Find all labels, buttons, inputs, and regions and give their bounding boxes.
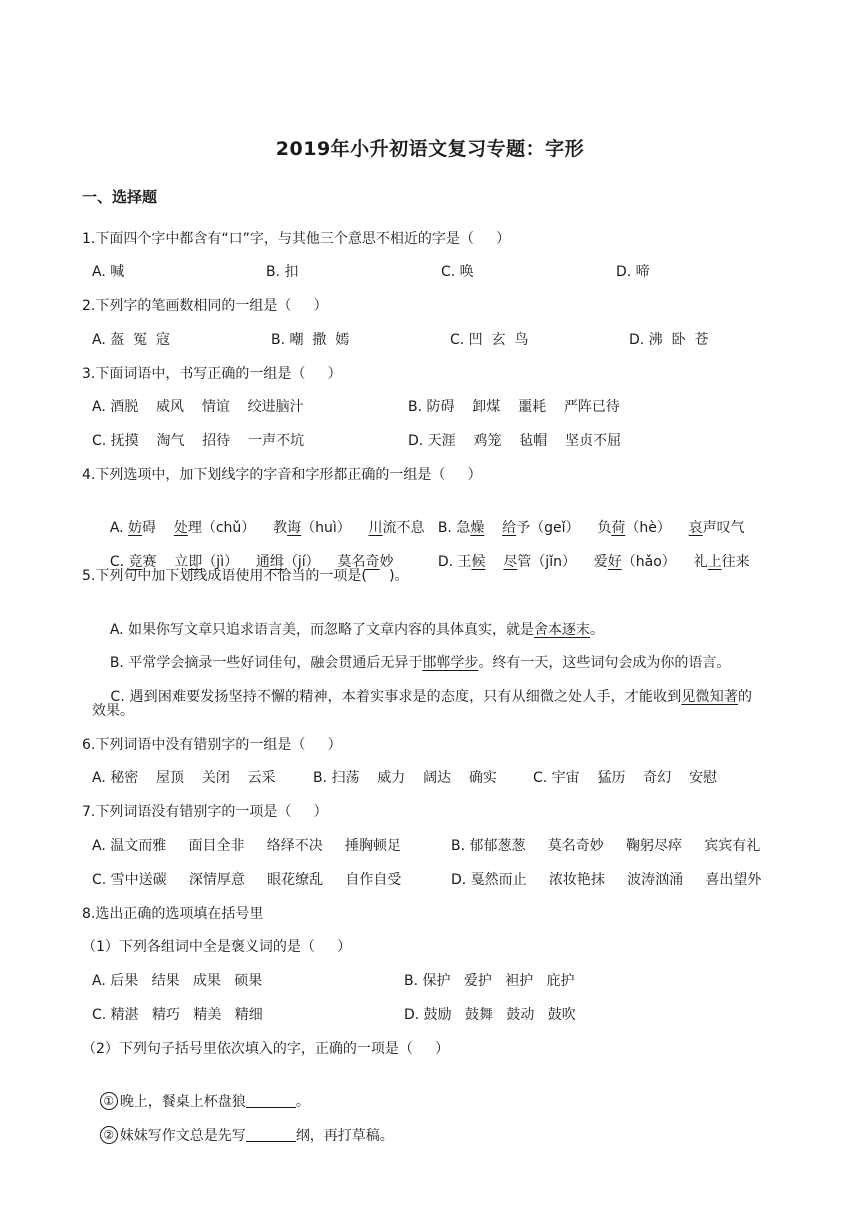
q4d-text-5: 往来 (721, 554, 750, 570)
q4d-underlined-4: 上 (707, 554, 722, 570)
question-6-stem: 6.下列词语中没有错别字的一组是（ ） (82, 737, 342, 753)
q4b-underlined-4: 哀 (688, 520, 703, 536)
q4a-text-3: 理（chǔ） 教 (187, 520, 288, 536)
q4-option-d (420, 532, 750, 592)
q4d-text-4: （hǎo） 礼 (621, 554, 708, 570)
q4c-text-3: （jì） 通 (202, 554, 270, 570)
q8-1-option-c: C. 精湛 精巧 精美 精细 (92, 1007, 263, 1023)
q4b-underlined-3: 荷 (611, 520, 626, 536)
q7-option-c: C. 雪中送碳 深情厚意 眼花缭乱 自作自受 (92, 872, 402, 888)
q5b-text: B. 平常学会摘录一些好词佳句，融会贯通后无异于 (109, 655, 423, 671)
question-4-stem: 4.下列选项中，加下划线字的字音和字形都正确的一组是（ ） (82, 467, 482, 483)
q8-1-option-b: B. 保护 爱护 袒护 庇护 (404, 973, 575, 989)
q5-option-c-continued: 效果。 (92, 703, 134, 719)
q4b-underlined-2: 给 (502, 520, 517, 536)
q8-sentence-2-text: 妹妹写作文总是先写 (119, 1128, 246, 1144)
q8-sentence-1-end: 。 (295, 1094, 310, 1110)
q7-option-d: D. 戛然而止 浓妆艳抹 波涛汹涌 喜出望外 (451, 872, 762, 888)
q8-1-option-a: A. 后果 结果 成果 硕果 (92, 973, 263, 989)
q6-option-c: C. 宇宙 猛历 奇幻 安慰 (533, 770, 718, 786)
q1-option-c: C. 唤 (441, 264, 474, 280)
q4a-text-2: 碍 (142, 520, 174, 536)
q4a-underlined-3: 诲 (287, 520, 302, 536)
question-8-stem: 8.选出正确的选项填在括号里 (82, 906, 264, 922)
q2-option-c: C. 凹 玄 鸟 (450, 332, 529, 348)
q4c-text-5: 妙 (379, 554, 394, 570)
q4d-underlined-2: 尽 (503, 554, 518, 570)
q4c-text-1: C. (109, 554, 129, 570)
question-3-stem: 3.下面词语中，书写正确的一组是（ ） (82, 366, 342, 382)
q2-option-b: B. 嘲 撒 嫣 (271, 332, 350, 348)
q4d-text-2 (486, 554, 504, 570)
q4d-underlined-3: 好 (607, 554, 622, 570)
number-1-circle: ① (100, 1092, 118, 1110)
question-7-stem: 7.下列词语没有错别字的一项是（ ） (82, 804, 328, 820)
q3-option-a: A. 酒脱 威风 情谊 绞进脑汁 (92, 399, 304, 415)
q4c-text-4: （jí） 莫名 (283, 554, 366, 570)
q4d-underlined-1: 候 (471, 554, 486, 570)
q4d-text-3: 管（jǐn） 爱 (517, 554, 608, 570)
q5b-end: 。终有一天，这些词句会成为你的语言。 (478, 655, 731, 671)
q4c-underlined-3: 缉 (269, 554, 284, 570)
q4c-text-2: 赛 立 (142, 554, 189, 570)
question-5-stem: 5.下列句中加下划线成语使用不恰当的一项是( )。 (82, 568, 409, 584)
q1-option-a: A. 喊 (92, 264, 125, 280)
q5c-idiom: 见微知著 (681, 689, 738, 705)
q4a-underlined-1: 妨 (128, 520, 143, 536)
q3-option-c: C. 抚摸 淘气 招待 一声不坑 (92, 433, 305, 449)
q8-sentence-1-text: 晚上，餐桌上杯盘狼 (119, 1094, 246, 1110)
q7-option-a: A. 温文而雅 面目全非 络绎不决 捶胸顿足 (92, 838, 401, 854)
q4b-text-5: 声叹气 (702, 520, 745, 536)
q5a-idiom: 舍本逐末 (534, 622, 591, 638)
question-2-stem: 2.下列字的笔画数相同的一组是（ ） (82, 298, 328, 314)
q1-option-d: D. 啼 (616, 264, 650, 280)
q2-option-a: A. 盔 冤 寇 (92, 332, 171, 348)
q4a-text-1: A. (109, 520, 129, 536)
q4b-text-4: （hè） (625, 520, 689, 536)
q6-option-b: B. 扫荡 威力 阔达 确实 (313, 770, 497, 786)
fill-blank (246, 1127, 296, 1142)
q4a-text-5: 流不息 (382, 520, 425, 536)
q3-option-d: D. 天涯 鸡笼 毡帽 坚贞不屈 (408, 433, 622, 449)
q4b-text-3: 予（geǐ） 负 (516, 520, 612, 536)
q3-option-b: B. 防碍 卸煤 噩耗 严阵已待 (408, 399, 620, 415)
q4a-underlined-4: 川 (368, 520, 383, 536)
q4d-text-1: D. 王 (437, 554, 472, 570)
q8-1-option-d: D. 鼓励 鼓舞 鼓动 鼓吹 (404, 1007, 576, 1023)
q4b-underlined-1: 燥 (470, 520, 485, 536)
q4a-text-4: （huì） (301, 520, 369, 536)
document-title: 2019年小升初语文复习专题：字形 (275, 138, 585, 160)
q5c-end: 的 (738, 689, 753, 705)
q4c-underlined-2: 即 (188, 554, 203, 570)
q4c-underlined-4: 奇 (365, 554, 380, 570)
number-2-circle: ② (100, 1126, 118, 1144)
q8-sub-question-1: （1）下列各组词中全是褒义词的是（ ） (82, 939, 352, 955)
q5b-idiom: 邯郸学步 (422, 655, 479, 671)
q1-option-b: B. 扣 (266, 264, 299, 280)
q4a-underlined-2: 处 (173, 520, 188, 536)
q6-option-a: A. 秘密 屋顶 关闭 云采 (92, 770, 276, 786)
q5a-end: 。 (590, 622, 605, 638)
q5a-text: A. 如果你写文章只追求语言美，而忽略了文章内容的具体真实，就是 (109, 622, 535, 638)
q5c-text: C. 遇到困难要发扬坚持不懈的精神，本着实事求是的态度，只有从细微之处人手，才能收到 (110, 689, 682, 705)
q7-option-b: B. 郁郁葱葱 莫名奇妙 鞠躬尽瘁 宾宾有礼 (451, 838, 761, 854)
q8-sentence-2 (82, 1106, 394, 1166)
q8-sentence-2-end: 纲，再打草稿。 (295, 1128, 394, 1144)
q5-option-c (92, 667, 752, 727)
question-1-stem: 1.下面四个字中都含有“口”字，与其他三个意思不相近的字是（ ） (82, 231, 511, 247)
q8-sub-question-2: （2）下列句子括号里依次填入的字，正确的一项是（ ） (82, 1041, 450, 1057)
q2-option-d: D. 沸 卧 苍 (629, 332, 709, 348)
section-heading: 一、选择题 (82, 188, 158, 206)
q4b-text-1: B. 急 (437, 520, 471, 536)
q4c-underlined-1: 竞 (128, 554, 143, 570)
